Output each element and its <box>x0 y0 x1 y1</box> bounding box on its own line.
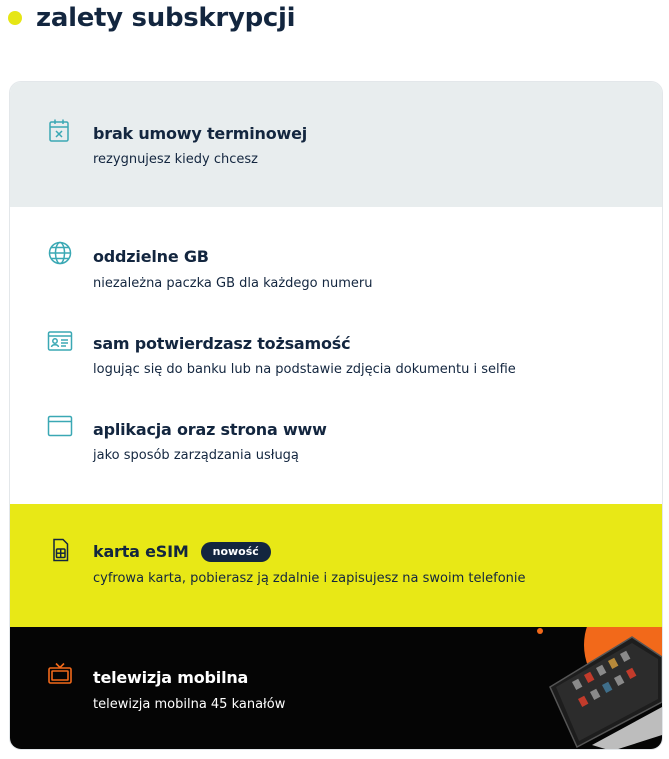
benefit-desc: jako sposób zarządzania usługą <box>93 448 299 463</box>
browser-window-icon <box>47 413 73 439</box>
benefit-title: telewizja mobilna <box>93 668 249 687</box>
benefit-desc: niezależna paczka GB dla każdego numeru <box>93 276 373 291</box>
benefit-title: sam potwierdzasz tożsamość <box>93 334 351 353</box>
bullet-dot-icon <box>8 11 22 25</box>
benefit-band-white <box>10 207 662 504</box>
page-title: zalety subskrypcji <box>36 3 296 33</box>
globe-icon <box>47 240 73 266</box>
benefit-desc: telewizja mobilna 45 kanałów <box>93 697 286 712</box>
benefits-card <box>9 81 663 750</box>
tablet-laptop-illustration <box>532 627 662 750</box>
benefit-desc: logując się do banku lub na podstawie zdjęcia dokumentu i selfie <box>93 362 516 377</box>
esim-title-text: karta eSIM <box>93 542 189 561</box>
benefit-title: oddzielne GB <box>93 247 209 266</box>
benefit-title: aplikacja oraz strona www <box>93 420 327 439</box>
benefit-desc: cyfrowa karta, pobierasz ją zdalnie i zapisujesz na swoim telefonie <box>93 571 526 586</box>
benefit-title: brak umowy terminowej <box>93 124 308 143</box>
id-card-icon <box>47 328 73 354</box>
benefit-band-black <box>10 627 662 750</box>
benefit-desc: rezygnujesz kiedy chcesz <box>93 152 258 167</box>
benefit-title <box>93 542 271 562</box>
benefit-band-gray <box>10 82 662 207</box>
benefit-item-no-contract <box>10 82 662 207</box>
calendar-x-icon <box>47 117 73 143</box>
new-badge: nowość <box>201 542 271 562</box>
section-heading <box>8 0 295 36</box>
tv-icon <box>47 661 73 687</box>
sim-card-icon <box>47 537 73 563</box>
benefit-band-yellow <box>10 504 662 627</box>
